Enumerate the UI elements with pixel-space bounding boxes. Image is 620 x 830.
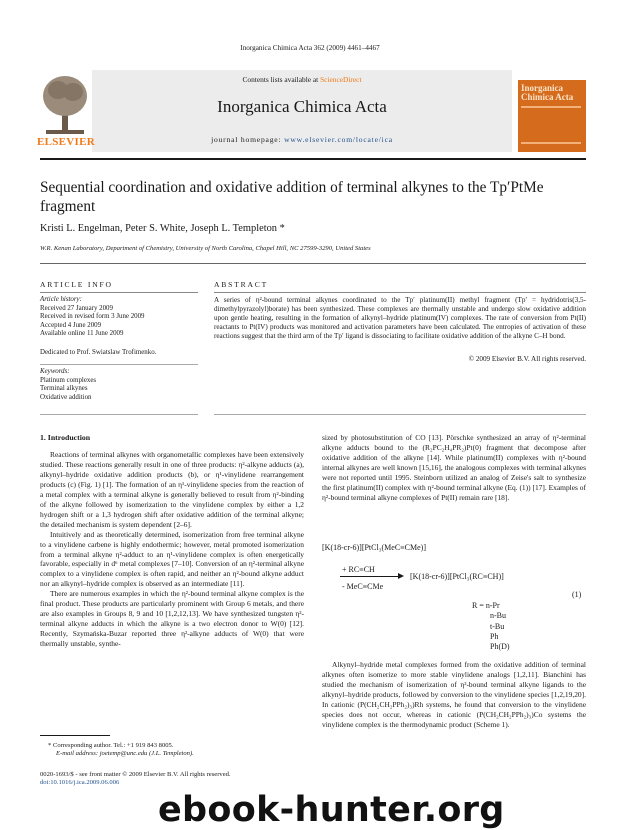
abstract-copyright: © 2009 Elsevier B.V. All rights reserved. <box>468 355 586 363</box>
r-group-item: Ph(D) <box>490 642 510 652</box>
abstract-heading: ABSTRACT <box>214 280 269 289</box>
footnote <box>40 742 194 759</box>
abstract-text: A series of η²-bound terminal alkynes coordinated to the Tp′ platinum(II) methyl fragment (Tp′ = hydridotris(3,5-dimethylpyrazolyl)borate) has been synthesized. These complexes are thermally unstable and undergo slow oxidative addition upon gentle heating, resulting in the formation of alkynyl–hydride platinum(IV) complexes. The rate of conversion from Pt(II) reactants to Pt(IV) products was monitored and activation parameters have been calculated. The entropies of activation of these reactions suggest that the third arm of the Tp′ ligand is dissociating to facilitate oxidative addition of the alkyne C–H bond. <box>214 296 586 340</box>
equation-number: (1) <box>572 590 582 599</box>
body-paragraph: sized by photosubstitution of CO [13]. Pörschke synthesized an array of η²-terminal alkyne adducts bound to the (R₂PC₂H₄PR₂)Pt(0) fragment that decompose after oxidative addition of the alkyne [14]. While platinum(II) complexes with η²-bound internal alkynes are well known [15,16], the analogous complexes with terminal alkynes were not reported until 1995. Steinborn utilized an analog of Zeise's salt to synthesize the first platinum(II) complex with η²-bound terminal alkyne (Eq. (1)) [17]. Examples of η²-bound terminal alkyne complexes of Pt(II) remain rare [18]. <box>322 433 586 502</box>
sciencedirect-link[interactable]: ScienceDirect <box>320 75 362 84</box>
keyword-item: Terminal alkynes <box>40 385 88 393</box>
title-divider <box>40 263 586 264</box>
contents-prefix: Contents lists available at <box>242 75 321 84</box>
history-label: Article history: <box>40 296 82 303</box>
author-email[interactable]: E-mail address: joetemp@unc.edu (J.L. Templeton). <box>56 750 194 758</box>
homepage-link[interactable]: www.elsevier.com/locate/ica <box>284 135 393 144</box>
section-heading-introduction: 1. Introduction <box>40 433 91 442</box>
history-item: Received in revised form 3 June 2009 <box>40 313 145 321</box>
keyword-item: Oxidative addition <box>40 393 92 401</box>
article-info-heading: ARTICLE INFO <box>40 280 113 289</box>
body-column-left <box>40 450 304 649</box>
body-column-right-top <box>322 433 586 503</box>
equation-reactant: [K(18-cr-6)][PtCl₃(MeC≡CMe)] <box>322 543 427 552</box>
body-paragraph: Intuitively and as theoretically determined, isomerization from free terminal alkyne to a vinylidene carbene is highly endothermic; however, metal promoted isomerization from a terminal alkyne η²-adduct to an η¹-vinylidene complex is often energetically favorable, especially in d⁶ metal complexes [7–10]. Conversion of an η²-terminal alkyne complex to a vinylidene complex is often rapid, and neither an η²-bound alkyne adduct nor an alkynyl–hydride complex is observed as an intermediate [11]. <box>40 529 304 589</box>
cover-title-line2: Chimica Acta <box>521 92 574 102</box>
r-group-item: R = n-Pr <box>472 601 500 610</box>
r-group-item: Ph <box>490 631 499 641</box>
journal-homepage <box>92 135 512 144</box>
abstract-divider <box>214 414 586 415</box>
equation-product: [K(18-cr-6)][PtCl₃(RC≡CH)] <box>410 572 504 581</box>
equation-reagent-above-arrow: + RC≡CH <box>342 565 375 574</box>
cover-title-line1: Inorganica <box>521 83 564 93</box>
elsevier-logo-text: ELSEVIER <box>36 136 96 148</box>
article-authors: Kristi L. Engelman, Peter S. White, Joseph L. Templeton * <box>40 223 285 234</box>
keywords <box>40 368 200 402</box>
equation-reagent-below-arrow: - MeC≡CMe <box>342 582 384 591</box>
r-group-item: n-Bu <box>490 611 506 621</box>
journal-cover-thumbnail <box>518 80 586 152</box>
article-info-divider <box>40 414 198 415</box>
body-paragraph: Alkynyl–hydride metal complexes formed from the oxidative addition of terminal alkynes often isomerize to more stable vinylidene analogs [1,2,11]. Bianchini has studied the mechanism of isomerization of η²-bound terminal alkyne ligands to the alkynyl–hydride products, followed by conversion to the vinylidene species [1,2,19,20]. In cationic (P(CH₂CH₂PPh₂)₃)Rh systems, he found that conversion to the vinylidene species does not occur, whereas in cationic (P(CH₂CH₂PPh₂)₃)Co systems the vinylidene complex is the thermodynamic product (Scheme 1). <box>322 660 586 729</box>
header-divider <box>40 158 586 160</box>
equation-r-groups <box>472 601 510 652</box>
keywords-label: Keywords: <box>40 368 70 375</box>
body-paragraph: There are numerous examples in which the η²-bound terminal alkyne complex is the final product. These products are particularly prominent with Group 6 metals, and there are also examples in Groups 8, 9 and 10 [1,2,12,13]. We have synthesized tungsten η²-terminal alkyne adducts in which the alkyne is a two electron donor to W(0) [12]. Recently, Szymańska-Buzar reported three η²-alkyne adducts of W(0) that were thermally unstable, synthe- <box>40 589 304 649</box>
footnote-divider <box>40 735 110 736</box>
journal-reference: Inorganica Chimica Acta 362 (2009) 4461–4467 <box>240 44 380 52</box>
journal-title: Inorganica Chimica Acta <box>217 97 387 116</box>
reaction-arrowhead-icon <box>398 573 404 579</box>
article-info-divider <box>40 364 198 365</box>
cover-rule <box>521 142 581 144</box>
history-item: Available online 11 June 2009 <box>40 330 124 338</box>
abstract-divider <box>214 292 586 293</box>
author-affiliation: W.R. Kenan Laboratory, Department of Chemistry, University of North Carolina, Chapel Hill, NC 27599-3290, United States <box>40 245 371 252</box>
article-info-divider <box>40 292 198 293</box>
body-paragraph: Reactions of terminal alkynes with organometallic complexes have been extensively studied. These reactions generally result in one of three products: η²-alkyne adducts (a), alkynyl–hydride oxidative addition products (b), or η¹-vinylidene rearrangement products (c) (Fig. 1) [1]. The formation of an η¹-vinylidene species from the reaction of a metal complex with a terminal alkyne is generally believed to result from η²-binding of the alkyne followed by isomerization to the vinylidene complex by either a 1,2 hydrogen shift or a 1,3 hydrogen shift after oxidative addition of the terminal alkyne; the detailed mechanism is system dependent [2–6]. <box>40 450 304 529</box>
dedication: Dedicated to Prof. Swiatslaw Trofimenko. <box>40 349 157 356</box>
homepage-prefix: journal homepage: <box>211 135 285 144</box>
body-column-right-bottom <box>322 660 586 730</box>
doi-link[interactable]: doi:10.1016/j.ica.2009.06.006 <box>40 779 120 787</box>
corresponding-author-note: * Corresponding author. Tel.: +1 919 843 8005. <box>48 742 174 749</box>
contents-line <box>92 75 512 84</box>
watermark: ebook-hunter.org <box>158 790 505 830</box>
issn-doi <box>40 771 231 788</box>
cover-rule <box>521 106 581 108</box>
r-group-item: t-Bu <box>490 621 505 631</box>
article-history <box>40 296 200 339</box>
article-title: Sequential coordination and oxidative addition of terminal alkynes to the Tp′PtMe fragment <box>40 179 544 215</box>
issn-line: 0020-1693/$ - see front matter © 2009 Elsevier B.V. All rights reserved. <box>40 771 231 778</box>
history-item: Accepted 4 June 2009 <box>40 321 102 329</box>
keyword-item: Platinum complexes <box>40 376 97 384</box>
history-item: Received 27 January 2009 <box>40 304 113 312</box>
reaction-arrow-icon <box>340 576 402 577</box>
